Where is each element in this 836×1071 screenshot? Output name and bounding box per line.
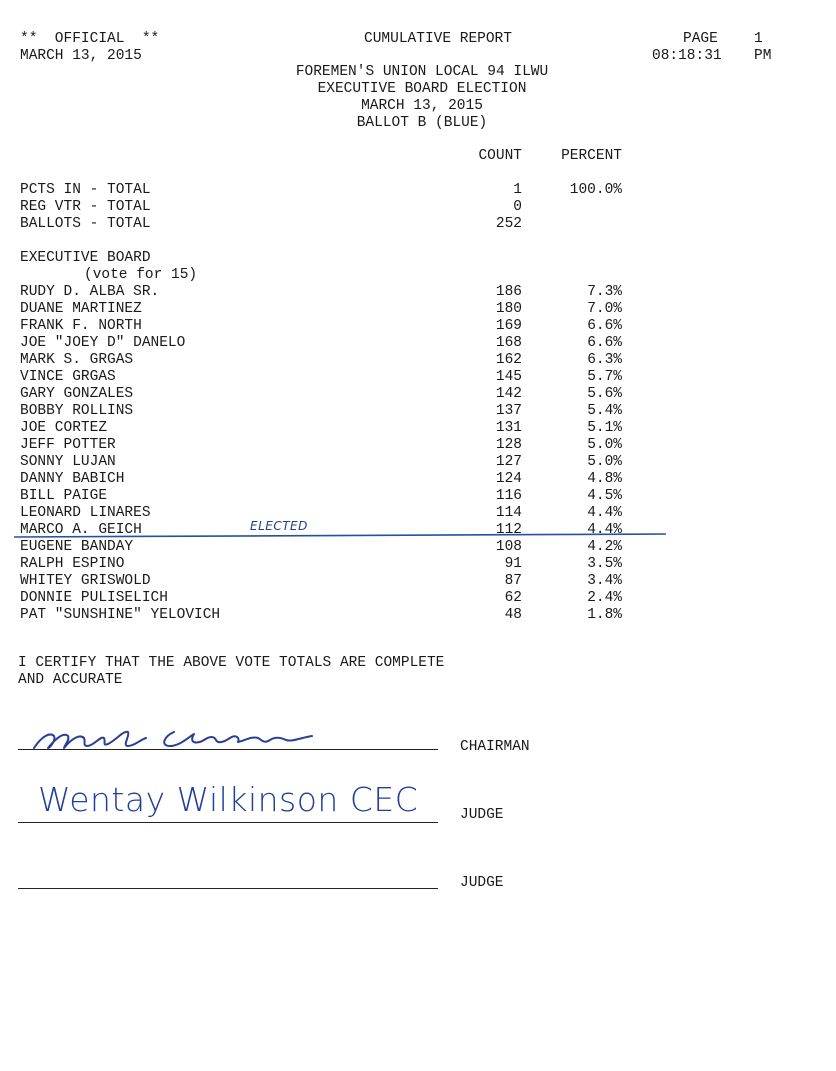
candidate-count: 114 (495, 505, 522, 521)
page-number: 1 (754, 31, 763, 47)
candidate-count: 62 (504, 590, 522, 606)
totals-percent: 100.0% (569, 182, 622, 198)
contest-title: EXECUTIVE BOARD (20, 250, 151, 266)
totals-label: BALLOTS - TOTAL (20, 216, 151, 232)
candidate-name: PAT "SUNSHINE" YELOVICH (20, 607, 221, 623)
candidate-count: 131 (495, 420, 522, 436)
candidate-percent: 5.7% (587, 369, 622, 385)
candidate-count: 124 (495, 471, 522, 487)
percent-header: PERCENT (561, 148, 622, 164)
candidate-name: VINCE GRGAS (20, 369, 116, 385)
page-label: PAGE (683, 31, 718, 47)
official-marker: ** OFFICIAL ** (20, 31, 160, 47)
candidate-percent: 4.4% (587, 505, 622, 521)
totals-count: 1 (513, 182, 522, 198)
totals-count: 0 (513, 199, 522, 215)
candidate-name: MARCO A. GEICH (20, 522, 142, 538)
report-date: MARCH 13, 2015 (20, 48, 142, 64)
candidate-percent: 1.8% (587, 607, 622, 623)
candidate-count: 142 (495, 386, 522, 402)
candidate-percent: 4.5% (587, 488, 622, 504)
judge-signature: Wentay Wilkinson CEC (38, 780, 419, 819)
election-title: EXECUTIVE BOARD ELECTION (317, 81, 527, 97)
elected-annotation: ELECTED (250, 519, 308, 533)
candidate-name: SONNY LUJAN (20, 454, 116, 470)
union-title: FOREMEN'S UNION LOCAL 94 ILWU (295, 64, 549, 80)
candidate-name: DONNIE PULISELICH (20, 590, 168, 606)
candidate-name: EUGENE BANDAY (20, 539, 134, 555)
judge-label: JUDGE (460, 875, 504, 891)
certification-line-2: AND ACCURATE (18, 672, 123, 688)
candidate-name: JEFF POTTER (20, 437, 116, 453)
candidate-count: 128 (495, 437, 522, 453)
candidate-percent: 5.0% (587, 437, 622, 453)
report-type: CUMULATIVE REPORT (364, 31, 512, 47)
totals-label: REG VTR - TOTAL (20, 199, 151, 215)
candidate-percent: 3.4% (587, 573, 622, 589)
candidate-percent: 3.5% (587, 556, 622, 572)
candidate-name: BILL PAIGE (20, 488, 108, 504)
candidate-name: MARK S. GRGAS (20, 352, 134, 368)
totals-count: 252 (495, 216, 522, 232)
count-header: COUNT (478, 148, 522, 164)
chairman-signature-line (18, 749, 438, 750)
candidate-percent: 5.4% (587, 403, 622, 419)
candidate-percent: 2.4% (587, 590, 622, 606)
candidate-percent: 6.6% (587, 318, 622, 334)
candidate-count: 127 (495, 454, 522, 470)
candidate-count: 180 (495, 301, 522, 317)
candidate-percent: 7.0% (587, 301, 622, 317)
candidate-name: WHITEY GRISWOLD (20, 573, 151, 589)
chairman-label: CHAIRMAN (460, 739, 530, 755)
election-date: MARCH 13, 2015 (361, 98, 483, 114)
judge-signature-line (18, 888, 438, 889)
candidate-percent: 5.6% (587, 386, 622, 402)
candidate-count: 91 (504, 556, 522, 572)
candidate-name: RALPH ESPINO (20, 556, 125, 572)
candidate-percent: 5.0% (587, 454, 622, 470)
candidate-name: LEONARD LINARES (20, 505, 151, 521)
candidate-count: 116 (495, 488, 522, 504)
candidate-name: JOE CORTEZ (20, 420, 108, 436)
candidate-percent: 6.3% (587, 352, 622, 368)
candidate-name: JOE "JOEY D" DANELO (20, 335, 186, 351)
candidate-count: 186 (495, 284, 522, 300)
candidate-name: GARY GONZALES (20, 386, 134, 402)
candidate-percent: 4.4% (587, 522, 622, 538)
candidate-count: 169 (495, 318, 522, 334)
candidate-percent: 6.6% (587, 335, 622, 351)
candidate-percent: 5.1% (587, 420, 622, 436)
judge-label: JUDGE (460, 807, 504, 823)
ballot-title: BALLOT B (BLUE) (356, 115, 488, 131)
candidate-count: 112 (495, 522, 522, 538)
contest-subtitle: (vote for 15) (84, 267, 198, 283)
totals-label: PCTS IN - TOTAL (20, 182, 151, 198)
chairman-signature (24, 722, 324, 758)
judge-signature-line (18, 822, 438, 823)
candidate-count: 87 (504, 573, 522, 589)
candidate-count: 108 (495, 539, 522, 555)
report-ampm: PM (754, 48, 772, 64)
candidate-count: 168 (495, 335, 522, 351)
candidate-name: DANNY BABICH (20, 471, 125, 487)
candidate-percent: 4.2% (587, 539, 622, 555)
certification-line-1: I CERTIFY THAT THE ABOVE VOTE TOTALS ARE COMPLETE (18, 655, 445, 671)
candidate-name: DUANE MARTINEZ (20, 301, 142, 317)
candidate-count: 137 (495, 403, 522, 419)
candidate-count: 145 (495, 369, 522, 385)
candidate-percent: 7.3% (587, 284, 622, 300)
candidate-count: 48 (504, 607, 522, 623)
candidate-name: BOBBY ROLLINS (20, 403, 134, 419)
candidate-percent: 4.8% (587, 471, 622, 487)
report-time: 08:18:31 (652, 48, 722, 64)
candidate-count: 162 (495, 352, 522, 368)
candidate-name: FRANK F. NORTH (20, 318, 142, 334)
candidate-name: RUDY D. ALBA SR. (20, 284, 160, 300)
